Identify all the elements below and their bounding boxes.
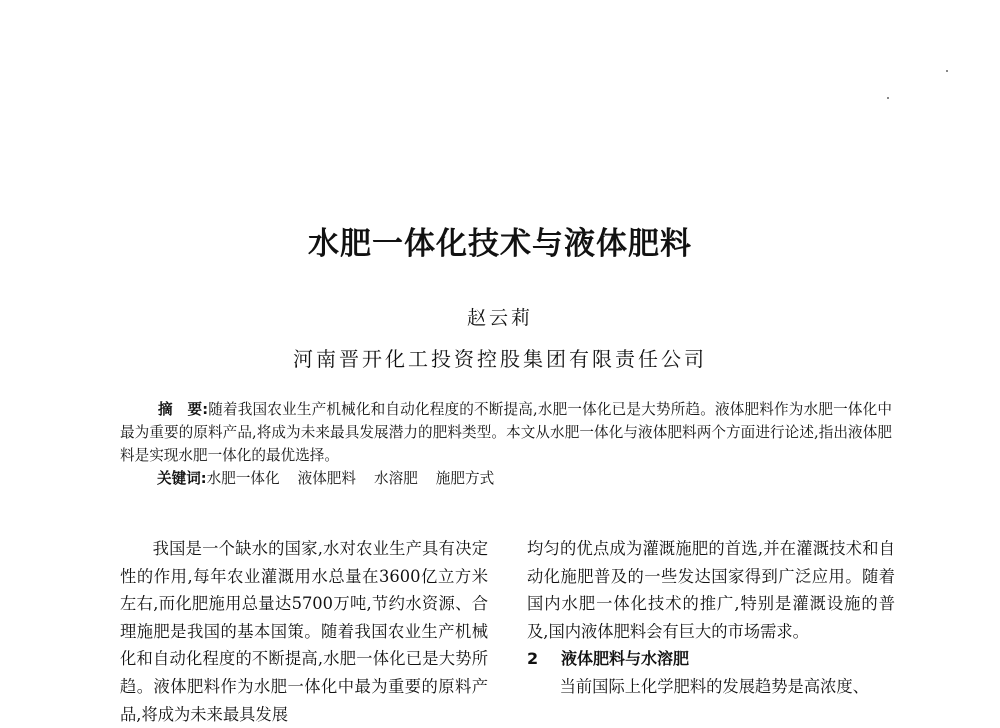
keyword-item: 水肥一体化	[206, 470, 280, 487]
abstract-label: 摘 要:	[157, 401, 209, 418]
paper-title: 水肥一体化技术与液体肥料	[308, 226, 692, 262]
keyword-item: 施肥方式	[435, 470, 495, 487]
body-paragraph: 当前国际上化学肥料的发展趋势是高浓度、	[559, 676, 869, 696]
section-title: 液体肥料与水溶肥	[561, 649, 690, 669]
scan-speck	[946, 70, 948, 72]
section-heading	[527, 645, 895, 673]
keywords-label: 关键词:	[157, 470, 207, 487]
keywords	[157, 467, 897, 490]
abstract-text: 随着我国农业生产机械化和自动化程度的不断提高,水肥一体化已是大势所趋。液体肥料作为水肥一体化中最为重要的原料产品,将成为未来最具发展潜力的肥料类型。本文从水肥一体化与液体肥料两个方面进行论述,指出液体肥料是实现水肥一体化的最优选择。	[120, 401, 892, 464]
keyword-item: 水溶肥	[374, 470, 418, 487]
body-paragraph: 我国是一个缺水的国家,水对农业生产具有决定性的作用,每年农业灌溉用水总量在3600亿立方米左右,而化肥施用总量达5700万吨,节约水资源、合理施肥是我国的基本国策。随着我国农业生产机械化和自动化程度的不断提高,水肥一体化已是大势所趋。液体肥料作为水肥一体化中最为重要的原料产品,将成为未来最具发展	[120, 539, 488, 724]
abstract	[120, 398, 892, 467]
body-column-left	[120, 535, 488, 728]
author-name: 赵云莉	[466, 307, 533, 329]
keyword-item: 液体肥料	[297, 470, 356, 487]
body-paragraph: 均匀的优点成为灌溉施肥的首选,并在灌溉技术和自动化施肥普及的一些发达国家得到广泛应用。随着国内水肥一体化技术的推广,特别是灌溉设施的普及,国内液体肥料会有巨大的市场需求。	[527, 539, 895, 641]
section-number: 2	[527, 649, 539, 669]
scan-speck	[887, 97, 889, 99]
author-affiliation: 河南晋开化工投资控股集团有限责任公司	[293, 347, 707, 371]
body-column-right	[527, 535, 895, 701]
